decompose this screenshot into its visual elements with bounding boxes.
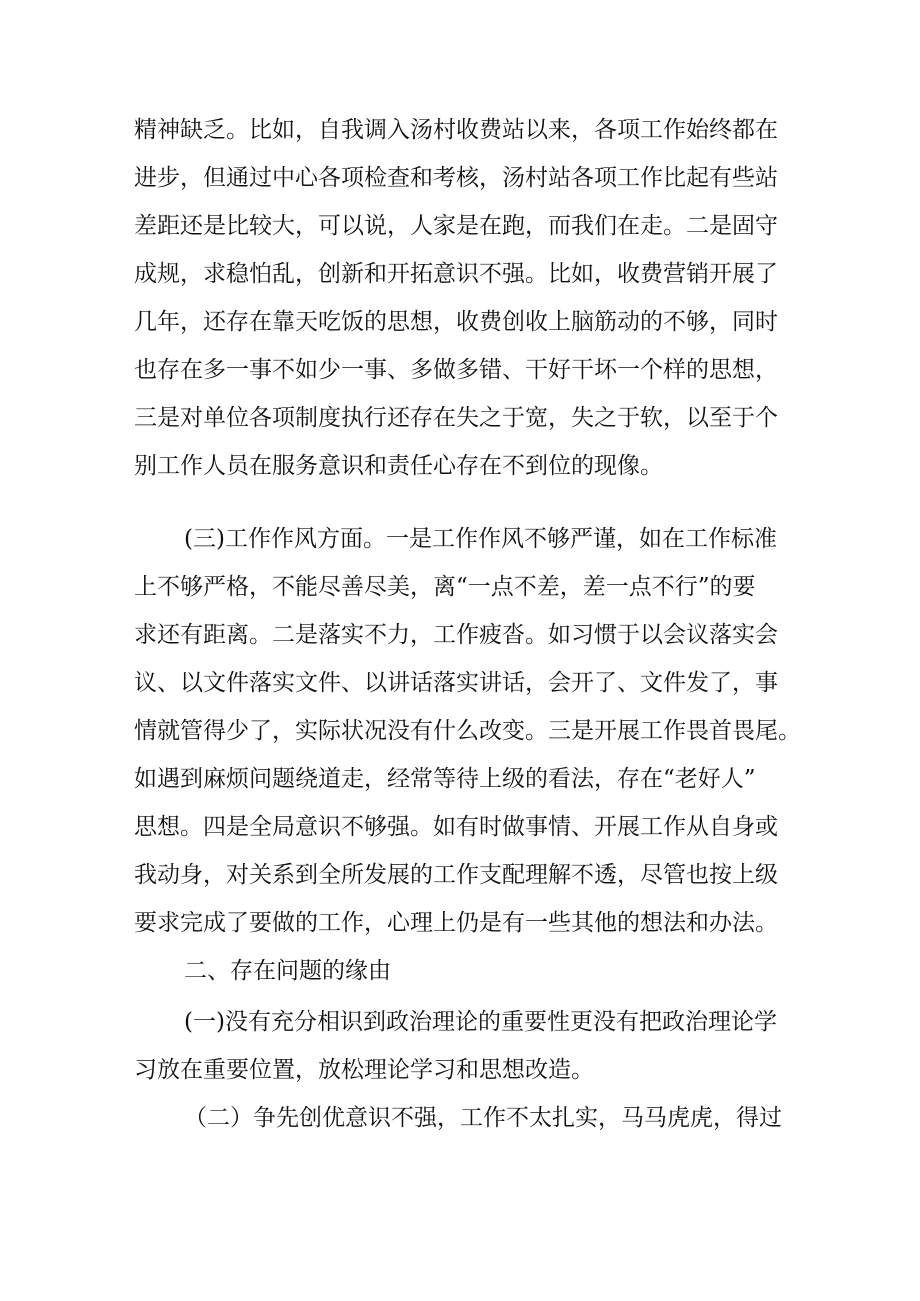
text-line: 差距还是比较大，可以说，人家是在跑，而我们在走。二是固守 xyxy=(134,213,778,239)
text-line: 求还有距离。二是落实不力，工作疲沓。如习惯于以会议落实会 xyxy=(134,622,778,648)
text-line: 如遇到麻烦问题绕道走，经常等待上级的看法，存在“老好人” xyxy=(134,766,756,792)
section-heading: 二、存在问题的缘由 xyxy=(184,958,391,984)
text-line: (三)工作作风方面。一是工作作风不够严谨，如在工作标准 xyxy=(184,526,777,552)
text-line: 上不够严格，不能尽善尽美，离“一点不差，差一点不行”的要 xyxy=(134,574,756,600)
text-line: 成规，求稳怕乱，创新和开拓意识不强。比如，收费营销开展了 xyxy=(134,261,778,287)
text-line: 我动身，对关系到全所发展的工作支配理解不透，尽管也按上级 xyxy=(134,862,778,888)
text-line: 议、以文件落实文件、以讲话落实讲话，会开了、文件发了，事 xyxy=(134,670,778,696)
text-line: 进步，但通过中心各项检查和考核，汤村站各项工作比起有些站 xyxy=(134,165,778,191)
text-line: （二）争先创优意识不强，工作不太扎实，马马虎虎，得过 xyxy=(184,1105,782,1131)
text-line: 习放在重要位置，放松理论学习和思想改造。 xyxy=(134,1057,594,1083)
text-line: 要求完成了要做的工作，心理上仍是有一些其他的想法和办法。 xyxy=(134,910,778,936)
text-line: 也存在多一事不如少一事、多做多错、干好干坏一个样的思想， xyxy=(134,357,778,383)
text-line: 情就管得少了，实际状况没有什么改变。三是开展工作畏首畏尾。 xyxy=(134,718,801,744)
text-line: 别工作人员在服务意识和责任心存在不到位的现像。 xyxy=(134,453,663,479)
text-line: 三是对单位各项制度执行还存在失之于宽，失之于软，以至于个 xyxy=(134,405,778,431)
text-line: (一)没有充分相识到政治理论的重要性更没有把政治理论学 xyxy=(184,1009,777,1035)
text-line: 几年，还存在靠天吃饭的思想，收费创收上脑筋动的不够，同时 xyxy=(134,309,778,335)
text-line: 精神缺乏。比如，自我调入汤村收费站以来，各项工作始终都在 xyxy=(134,117,778,143)
text-line: 思想。四是全局意识不够强。如有时做事情、开展工作从自身或 xyxy=(134,814,778,840)
